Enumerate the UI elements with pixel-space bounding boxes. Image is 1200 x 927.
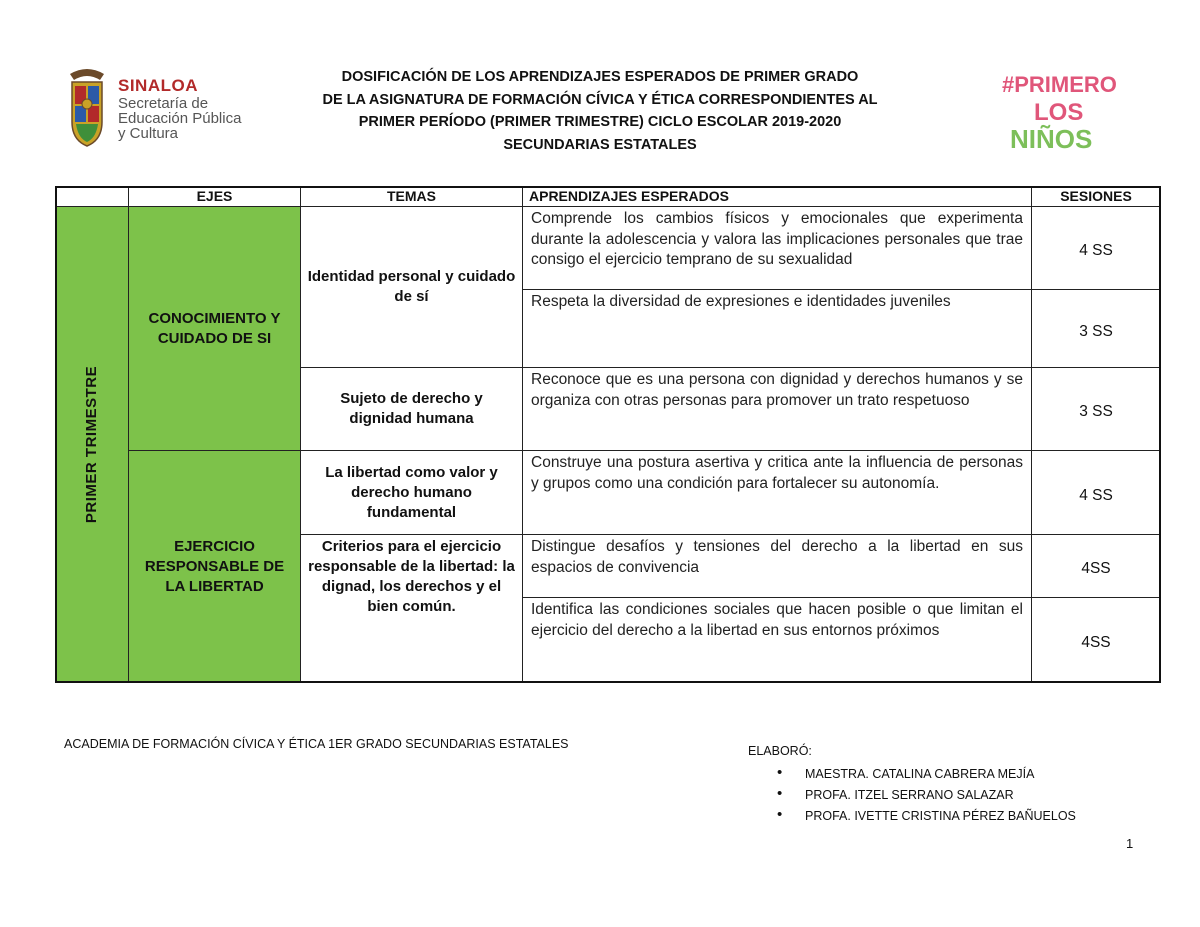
header-aprendizajes: APRENDIZAJES ESPERADOS <box>523 186 1032 207</box>
eje-conocimiento: CONOCIMIENTO Y CUIDADO DE SI <box>129 207 301 451</box>
aprendizaje-row: Identifica las condiciones sociales que hacen posible o que limitan el ejercicio del derecho a la libertad en sus entornos próximos <box>523 598 1032 683</box>
logo-line-2: LOS <box>1034 99 1084 126</box>
logo-line-1: #PRIMERO <box>1002 72 1117 97</box>
elaboro-section <box>748 744 1076 829</box>
document-title: DOSIFICACIÓN DE LOS APRENDIZAJES ESPERADOS DE PRIMER GRADO DE LA ASIGNATURA DE FORMACIÓN CÍVICA Y ÉTICA CORRESPONDIENTES AL PRIMER PERÍODO (PRIMER TRIMESTRE) CICLO ESCOLAR 2019-2020 SECUNDARIAS ESTATALES <box>322 69 878 153</box>
author-item: • PROFA. ITZEL SERRANO SALAZAR <box>748 787 1076 808</box>
sinaloa-coat-of-arms-icon <box>62 64 112 148</box>
author-item: • MAESTRA. CATALINA CABRERA MEJÍA <box>748 766 1076 787</box>
tema-criterios: Criterios para el ejercicio responsable de la libertad: la dignad, los derechos y el bien común. <box>301 535 523 683</box>
primero-los-ninos-logo <box>1000 64 1120 154</box>
dosificacion-table <box>55 186 1161 683</box>
elaboro-title: ELABORÓ: <box>748 744 812 758</box>
sesiones-cell: 4 SS <box>1032 451 1161 535</box>
aprendizaje-row: Respeta la diversidad de expresiones e identidades juveniles <box>523 290 1032 368</box>
academia-label: ACADEMIA DE FORMACIÓN CÍVICA Y ÉTICA 1ER GRADO SECUNDARIAS ESTATALES <box>64 737 569 751</box>
tema-libertad-valor: La libertad como valor y derecho humano fundamental <box>301 451 523 535</box>
authors-list <box>748 766 1076 829</box>
aprendizaje-row: Reconoce que es una persona con dignidad y derechos humanos y se organiza con otras personas para promover un trato respetuoso <box>523 368 1032 451</box>
sesiones-cell: 4 SS <box>1032 207 1161 290</box>
tema-sujeto-derecho: Sujeto de derecho y dignidad humana <box>301 368 523 451</box>
sesiones-cell: 4SS <box>1032 535 1161 598</box>
aprendizaje-row: Distingue desafíos y tensiones del derecho a la libertad en sus espacios de convivencia <box>523 535 1032 598</box>
aprendizaje-row: Comprende los cambios físicos y emocionales que experimenta durante la adolescencia y valora las implicaciones personales que trae consigo el ejercicio temprano de su sexualidad <box>523 207 1032 290</box>
header-temas: TEMAS <box>301 186 523 207</box>
author-item: • PROFA. IVETTE CRISTINA PÉREZ BAÑUELOS <box>748 808 1076 829</box>
period-label: PRIMER TRIMESTRE <box>55 207 129 683</box>
aprendizaje-row: Construye una postura asertiva y critica ante la influencia de personas y grupos como una condición para fortalecer su autonomía. <box>523 451 1032 535</box>
page-number: 1 <box>1126 836 1134 851</box>
sinaloa-name: SINALOA <box>118 76 198 95</box>
sinaloa-subtitle: Secretaría de Educación Pública y Cultura <box>118 95 242 142</box>
eje-ejercicio: EJERCICIO RESPONSABLE DE LA LIBERTAD <box>129 451 301 683</box>
tema-identidad: Identidad personal y cuidado de sí <box>301 207 523 368</box>
logo-line-3: NIÑOS <box>1010 124 1093 154</box>
sesiones-cell: 3 SS <box>1032 368 1161 451</box>
sesiones-cell: 3 SS <box>1032 290 1161 368</box>
sesiones-cell: 4SS <box>1032 598 1161 683</box>
header-ejes: EJES <box>129 186 301 207</box>
header-sesiones: SESIONES <box>1032 186 1161 207</box>
header-blank <box>55 186 129 207</box>
